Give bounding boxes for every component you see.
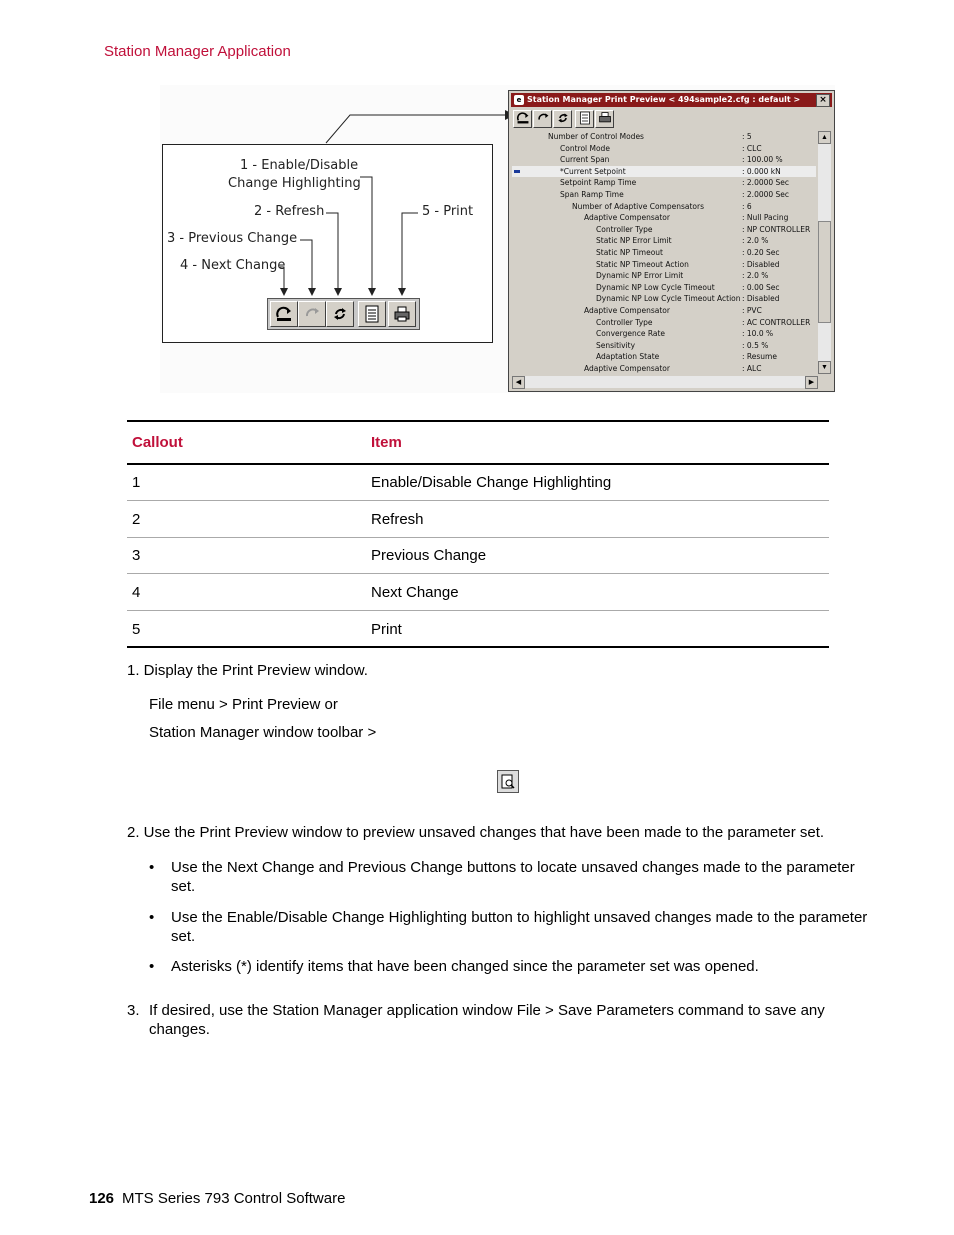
callout-label-1a: 1 - Enable/Disable: [240, 158, 359, 173]
scroll-up-icon[interactable]: ▲: [818, 131, 831, 144]
table-cell-callout: 1: [132, 474, 141, 491]
win-refresh-icon[interactable]: [553, 110, 572, 128]
parameter-row[interactable]: [512, 189, 816, 201]
table-row-rule: [127, 537, 829, 538]
parameter-value: : 2.0 %: [742, 236, 769, 246]
footer-title: MTS Series 793 Control Software: [122, 1190, 346, 1207]
table-header-callout: Callout: [132, 434, 183, 451]
parameter-name: Controller Type: [596, 224, 653, 234]
parameter-name: Number of Control Modes: [548, 132, 644, 141]
bullet-item: Use the Next Change and Previous Change buttons to locate unsaved changes made to the parameter set.: [171, 859, 855, 895]
parameter-value: : PVC: [742, 306, 762, 315]
parameter-value: : Null Pacing: [742, 213, 789, 223]
parameter-name: Current Span: [560, 155, 610, 165]
table-header-rule: [127, 463, 829, 465]
parameter-name: Dynamic NP Error Limit: [596, 271, 684, 281]
scroll-down-icon[interactable]: ▼: [818, 361, 831, 374]
parameter-name: Setpoint Ramp Time: [560, 178, 637, 188]
parameter-row[interactable]: [512, 177, 816, 189]
parameter-value: : ALC: [742, 364, 762, 373]
print-icon[interactable]: [388, 301, 416, 327]
parameter-value: : CLC: [742, 143, 762, 153]
parameter-row[interactable]: [512, 212, 816, 224]
win-enable-disable-highlighting-icon[interactable]: [513, 110, 532, 128]
close-icon[interactable]: ×: [816, 94, 830, 107]
parameter-value: : 5: [742, 132, 752, 141]
table-header-item: Item: [371, 434, 402, 451]
refresh-icon[interactable]: [326, 301, 354, 327]
table-cell-callout: 2: [132, 511, 141, 528]
parameter-value: : 6: [742, 201, 752, 211]
callout-label-3: 3 - Previous Change: [167, 231, 298, 246]
print-preview-icon: [497, 770, 519, 793]
window-toolbar: [511, 109, 832, 129]
parameter-row[interactable]: [512, 247, 816, 259]
step-3-number: 3.: [127, 1002, 140, 1019]
parameter-row[interactable]: [512, 201, 816, 213]
table-bottom-rule: [127, 646, 829, 648]
scroll-thumb[interactable]: [818, 221, 831, 323]
parameter-value: : Resume: [742, 352, 777, 362]
parameter-row[interactable]: [512, 143, 816, 155]
parameter-row[interactable]: [512, 305, 816, 317]
step-2: 2. Use the Print Preview window to preview unsaved changes that have been made to the parameter set.: [127, 824, 825, 841]
win-print-icon[interactable]: [595, 110, 614, 128]
page-number: 126: [89, 1190, 115, 1207]
parameter-name: Dynamic NP Low Cycle Timeout Action: [596, 294, 741, 304]
win-next-change-icon[interactable]: [575, 110, 594, 128]
table-row-rule: [127, 610, 829, 611]
table-cell-item: Print: [371, 621, 402, 638]
callout-label-1b: Change Highlighting: [228, 176, 361, 191]
parameter-list[interactable]: [512, 131, 816, 374]
parameter-row[interactable]: [512, 154, 816, 166]
parameter-row[interactable]: [512, 328, 816, 340]
parameter-value: : 2.0000 Sec: [742, 178, 790, 188]
parameter-name: Static NP Error Limit: [596, 236, 672, 246]
table-cell-callout: 5: [132, 621, 141, 638]
enable-disable-highlighting-icon[interactable]: [270, 301, 298, 327]
parameter-name: Span Ramp Time: [560, 190, 624, 199]
parameter-value: : 0.5 %: [742, 340, 769, 350]
bullet-icon: •: [149, 958, 155, 975]
parameter-value: : 0.20 Sec: [742, 248, 780, 257]
table-cell-item: Refresh: [371, 511, 424, 528]
parameter-name: Convergence Rate: [596, 329, 666, 339]
scroll-right-icon[interactable]: ▶: [805, 376, 818, 389]
parameter-name: Dynamic NP Low Cycle Timeout: [596, 282, 715, 292]
parameter-name: Adaptation State: [596, 352, 660, 362]
parameter-name: Number of Adaptive Compensators: [572, 201, 704, 211]
parameter-name: *Current Setpoint: [560, 166, 626, 176]
parameter-value: : NP CONTROLLER: [742, 224, 811, 234]
callout-label-4: 4 - Next Change: [180, 258, 286, 273]
parameter-row[interactable]: [512, 131, 816, 143]
scroll-left-icon[interactable]: ◀: [512, 376, 525, 389]
step-1-menu-path: File menu > Print Preview or: [149, 696, 338, 713]
parameter-name: Controller Type: [596, 317, 653, 327]
parameter-row[interactable]: [512, 282, 816, 294]
parameter-name: Adaptive Compensator: [584, 306, 670, 315]
changed-row-marker-icon: [514, 170, 520, 173]
parameter-name: Static NP Timeout: [596, 248, 663, 257]
previous-change-icon[interactable]: [298, 301, 326, 327]
table-top-rule: [127, 420, 829, 422]
step-1: 1. Display the Print Preview window.: [127, 662, 368, 679]
win-previous-change-icon[interactable]: [533, 110, 552, 128]
callout-label-2: 2 - Refresh: [254, 204, 325, 219]
parameter-row[interactable]: [512, 340, 816, 352]
callout-label-5: 5 - Print: [422, 204, 474, 219]
parameter-row[interactable]: [512, 363, 816, 374]
print-preview-window: [508, 90, 835, 392]
step-3: If desired, use the Station Manager application window File > Save Parameters command to save any changes.: [149, 1002, 825, 1038]
table-cell-callout: 3: [132, 547, 141, 564]
parameter-row[interactable]: [512, 317, 816, 329]
vertical-scrollbar[interactable]: [818, 131, 831, 374]
parameter-row[interactable]: [512, 166, 816, 178]
parameter-row[interactable]: [512, 351, 816, 363]
parameter-row[interactable]: [512, 224, 816, 236]
parameter-row[interactable]: [512, 270, 816, 282]
parameter-name: Sensitivity: [596, 340, 636, 350]
bullet-item: Asterisks (*) identify items that have been changed since the parameter set was opened.: [171, 958, 759, 975]
parameter-value: : 0.00 Sec: [742, 282, 780, 292]
parameter-name: Adaptive Compensator: [584, 213, 670, 223]
parameter-value: : 0.000 kN: [742, 166, 781, 176]
horizontal-scrollbar[interactable]: [512, 376, 818, 388]
table-row-rule: [127, 500, 829, 501]
parameter-name: Adaptive Compensator: [584, 364, 670, 373]
table-cell-item: Enable/Disable Change Highlighting: [371, 474, 612, 491]
table-cell-item: Next Change: [371, 584, 459, 601]
parameter-row[interactable]: [512, 293, 816, 305]
bullet-icon: •: [149, 909, 155, 926]
parameter-value: : AC CONTROLLER: [742, 317, 811, 327]
bullet-item: Use the Enable/Disable Change Highlighting button to highlight unsaved changes made to the parameter set.: [171, 909, 868, 945]
parameter-value: : 2.0 %: [742, 271, 769, 281]
bullet-icon: •: [149, 859, 155, 876]
next-change-icon[interactable]: [358, 301, 386, 327]
parameter-value: : 100.00 %: [742, 155, 783, 165]
table-cell-callout: 4: [132, 584, 141, 601]
parameter-name: Static NP Timeout Action: [596, 259, 689, 269]
parameter-value: : Disabled: [742, 259, 780, 269]
parameter-row[interactable]: [512, 259, 816, 271]
parameter-row[interactable]: [512, 235, 816, 247]
section-header: Station Manager Application: [104, 43, 291, 60]
table-row-rule: [127, 573, 829, 574]
step-1-toolbar-path: Station Manager window toolbar >: [149, 724, 377, 741]
app-icon: e: [514, 95, 524, 105]
parameter-value: : Disabled: [742, 294, 780, 304]
window-title: Station Manager Print Preview < 494sample2.cfg : default >: [527, 95, 801, 104]
parameter-value: : 10.0 %: [742, 329, 774, 339]
parameter-name: Control Mode: [560, 143, 610, 153]
window-title-bar: [511, 93, 832, 107]
parameter-value: : 2.0000 Sec: [742, 190, 790, 199]
table-cell-item: Previous Change: [371, 547, 487, 564]
zoomed-toolbar: [267, 298, 420, 330]
